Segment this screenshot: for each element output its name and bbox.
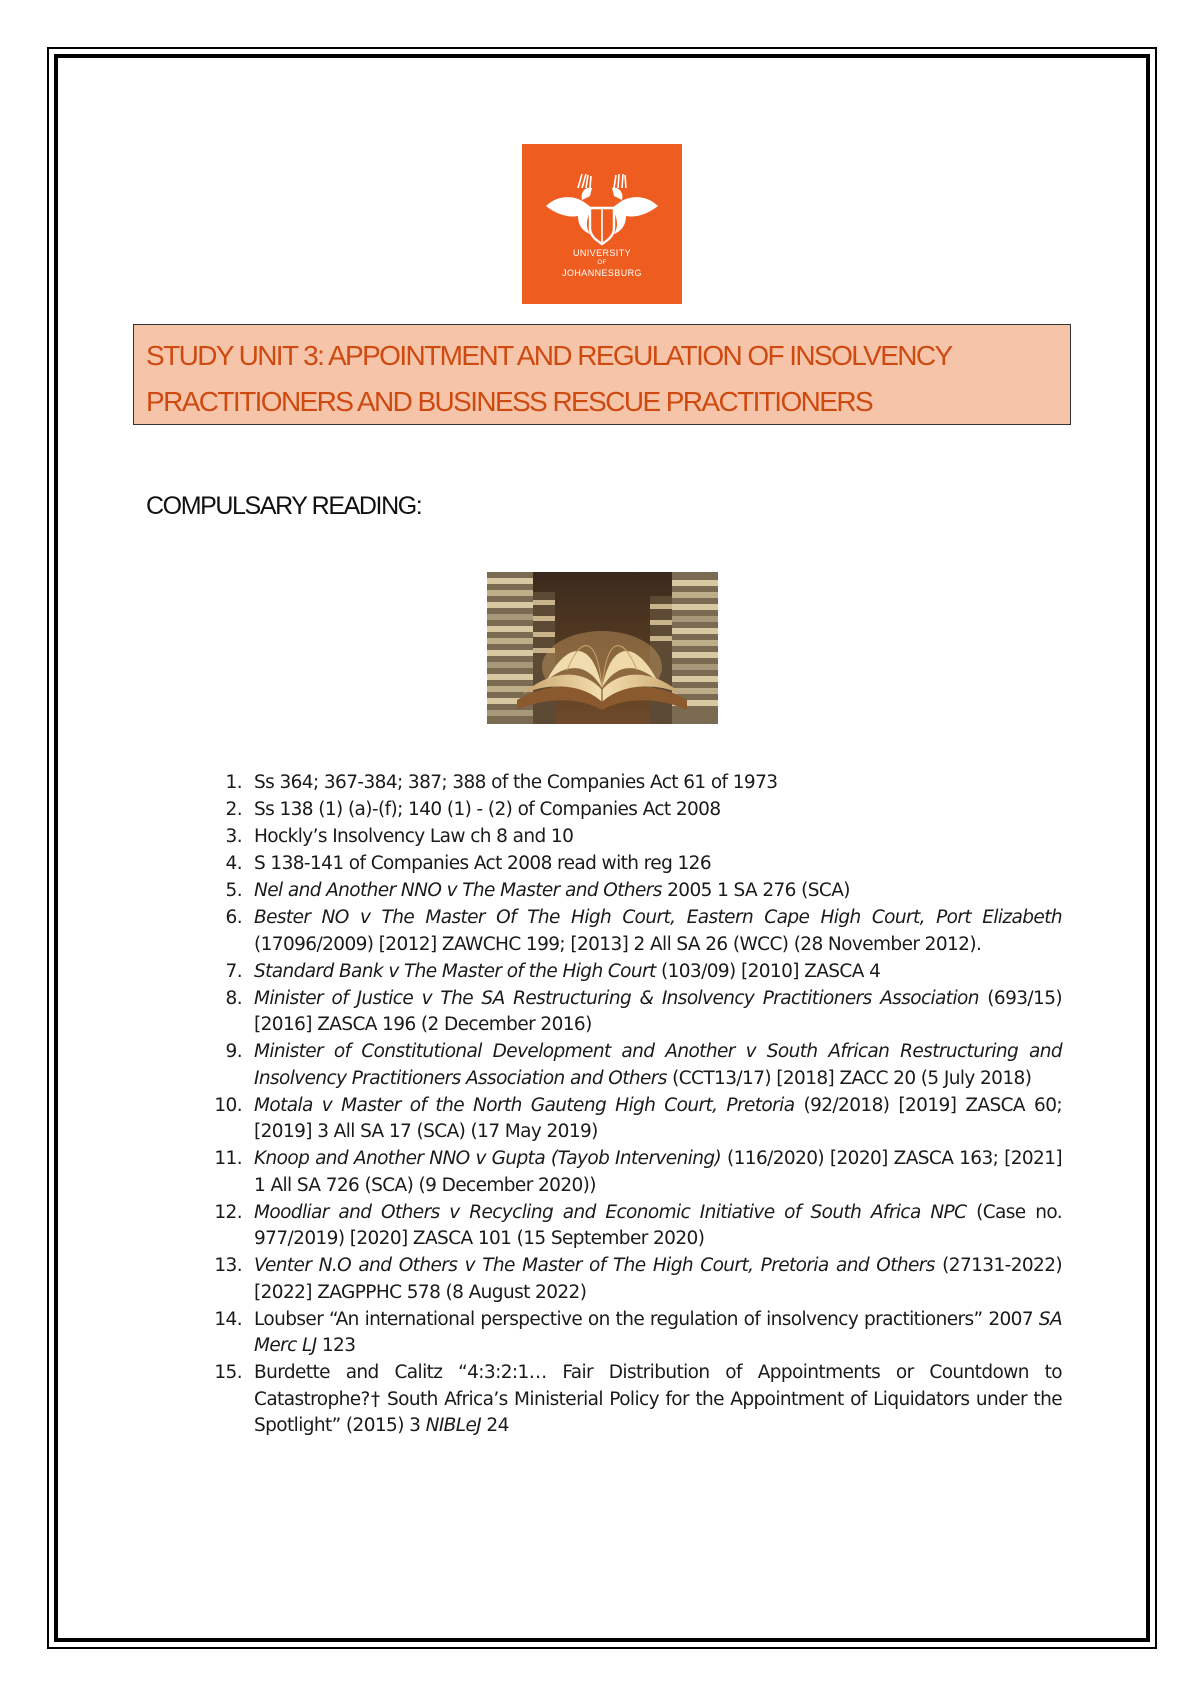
reading-item-number: 2.	[225, 799, 242, 820]
study-unit-title-line-1: STUDY UNIT 3: APPOINTMENT AND REGULATION OF INSOLVENCY	[146, 340, 952, 371]
reading-item-case-name: Motala v Master of the North Gauteng High Court, Pretoria	[254, 1094, 795, 1116]
university-logo	[522, 144, 682, 304]
reading-item-case-name: Nel and Another NNO v The Master and Others	[254, 880, 662, 901]
open-book-with-stacked-books-icon	[487, 572, 718, 724]
reading-list-item	[212, 959, 1062, 986]
logo-text-of: OF	[597, 260, 607, 266]
reading-list-item	[212, 1360, 1062, 1440]
reading-item-citation: (27131-2022) [2022] ZAGPPHC 578 (8 August 2022)	[254, 1255, 1063, 1303]
reading-list-item	[212, 1146, 1062, 1199]
reading-list-item	[212, 986, 1062, 1039]
reading-item-number: 12.	[214, 1201, 242, 1223]
reading-list-item	[212, 1307, 1062, 1360]
reading-item-case-name: Standard Bank v The Master of the High Court	[254, 960, 656, 982]
reading-list-item	[212, 1200, 1062, 1253]
study-unit-title-box	[133, 324, 1071, 425]
reading-item-number: 4.	[225, 853, 242, 874]
reading-list-item	[212, 1253, 1062, 1306]
reading-list-item	[212, 797, 1062, 824]
reading-item-citation: (103/09) [2010] ZASCA 4	[655, 960, 881, 982]
reading-list	[212, 770, 1062, 1440]
reading-item-number: 11.	[214, 1148, 242, 1169]
reading-list-item	[212, 770, 1062, 797]
reading-item-citation: (17096/2009) [2012] ZAWCHC 199; [2013] 2 All SA 26 (WCC) (28 November 2012).	[254, 933, 982, 955]
reading-item-case-name: Moodliar and Others v Recycling and Economic Initiative of South Africa NPC	[254, 1201, 967, 1223]
reading-item-number: 14.	[214, 1308, 242, 1330]
reading-item-case-name: Minister of Justice v The SA Restructuring & Insolvency Practitioners Association	[254, 987, 979, 1009]
reading-item-number: 3.	[225, 826, 242, 847]
reading-item-page: 123	[316, 1335, 356, 1356]
reading-item-citation: Burdette and Calitz “4:3:2:1… Fair Distribution of Appointments or Countdown to Catastrophe?† South Africa’s Ministerial Policy for the Appointment of Liquidators under the Spotlight” (2015) 3	[254, 1362, 1062, 1436]
reading-item-number: 5.	[225, 880, 242, 901]
reading-list-item	[212, 1093, 1062, 1146]
reading-item-citation: (CCT13/17) [2018] ZACC 20 (5 July 2018)	[666, 1067, 1032, 1089]
reading-list-item	[212, 824, 1062, 851]
reading-item-number: 1.	[225, 772, 242, 793]
reading-item-number: 13.	[214, 1255, 242, 1276]
reading-item-citation: Loubser “An international perspective on the regulation of insolvency practitioners” 2007	[254, 1308, 1039, 1330]
reading-item-number: 15.	[214, 1362, 242, 1383]
reading-item-journal: NIBLeJ	[425, 1415, 482, 1436]
reading-item-number: 8.	[225, 987, 242, 1009]
reading-list-item	[212, 878, 1062, 905]
reading-list-item	[212, 1039, 1062, 1092]
reading-list-item	[212, 851, 1062, 878]
reading-item-page: 24	[481, 1415, 509, 1436]
reading-item-citation: (116/2020) [2020] ZASCA 163; [2021] 1 All SA 726 (SCA) (9 December 2020))	[254, 1148, 1063, 1196]
reading-item-number: 7.	[225, 960, 242, 982]
reading-item-citation: Hockly’s Insolvency Law ch 8 and 10	[254, 826, 574, 847]
reading-item-citation: 2005 1 SA 276 (SCA)	[661, 880, 850, 901]
reading-item-case-name: Minister of Constitutional Development and Another v South African Restructuring and Insolvency Practitioners Association and Others	[254, 1041, 1062, 1089]
reading-item-citation: Ss 364; 367-384; 387; 388 of the Companies Act 61 of 1973	[254, 772, 778, 793]
reading-item-citation: (693/15) [2016] ZASCA 196 (2 December 2016)	[254, 987, 1063, 1035]
reading-item-case-name: Bester NO v The Master Of The High Court, Eastern Cape High Court, Port Elizabeth	[254, 907, 1062, 928]
reading-item-citation: Ss 138 (1) (a)-(f); 140 (1) - (2) of Companies Act 2008	[254, 799, 721, 820]
reading-item-number: 9.	[225, 1041, 242, 1062]
reading-list-item	[212, 905, 1062, 958]
study-unit-title-line-2: PRACTITIONERS AND BUSINESS RESCUE PRACTITIONERS	[146, 386, 873, 417]
reading-item-citation: S 138-141 of Companies Act 2008 read with reg 126	[254, 853, 712, 874]
reading-item-citation: (Case no. 977/2019) [2020] ZASCA 101 (15 September 2020)	[254, 1201, 1063, 1249]
reading-item-journal: SA Merc LJ	[254, 1308, 1062, 1356]
logo-text-university: UNIVERSITY	[572, 248, 631, 258]
reading-item-number: 10.	[214, 1094, 242, 1116]
reading-item-number: 6.	[225, 907, 242, 928]
compulsory-reading-heading: COMPULSARY READING:	[146, 492, 422, 520]
reading-item-case-name: Venter N.O and Others v The Master of The High Court, Pretoria and Others	[254, 1255, 935, 1276]
reading-item-citation: (92/2018) [2019] ZASCA 60; [2019] 3 All SA 17 (SCA) (17 May 2019)	[254, 1094, 1062, 1142]
university-crest-icon	[522, 144, 682, 304]
reading-item-case-name: Knoop and Another NNO v Gupta (Tayob Intervening)	[254, 1148, 722, 1169]
logo-text-johannesburg: JOHANNESBURG	[562, 268, 642, 278]
